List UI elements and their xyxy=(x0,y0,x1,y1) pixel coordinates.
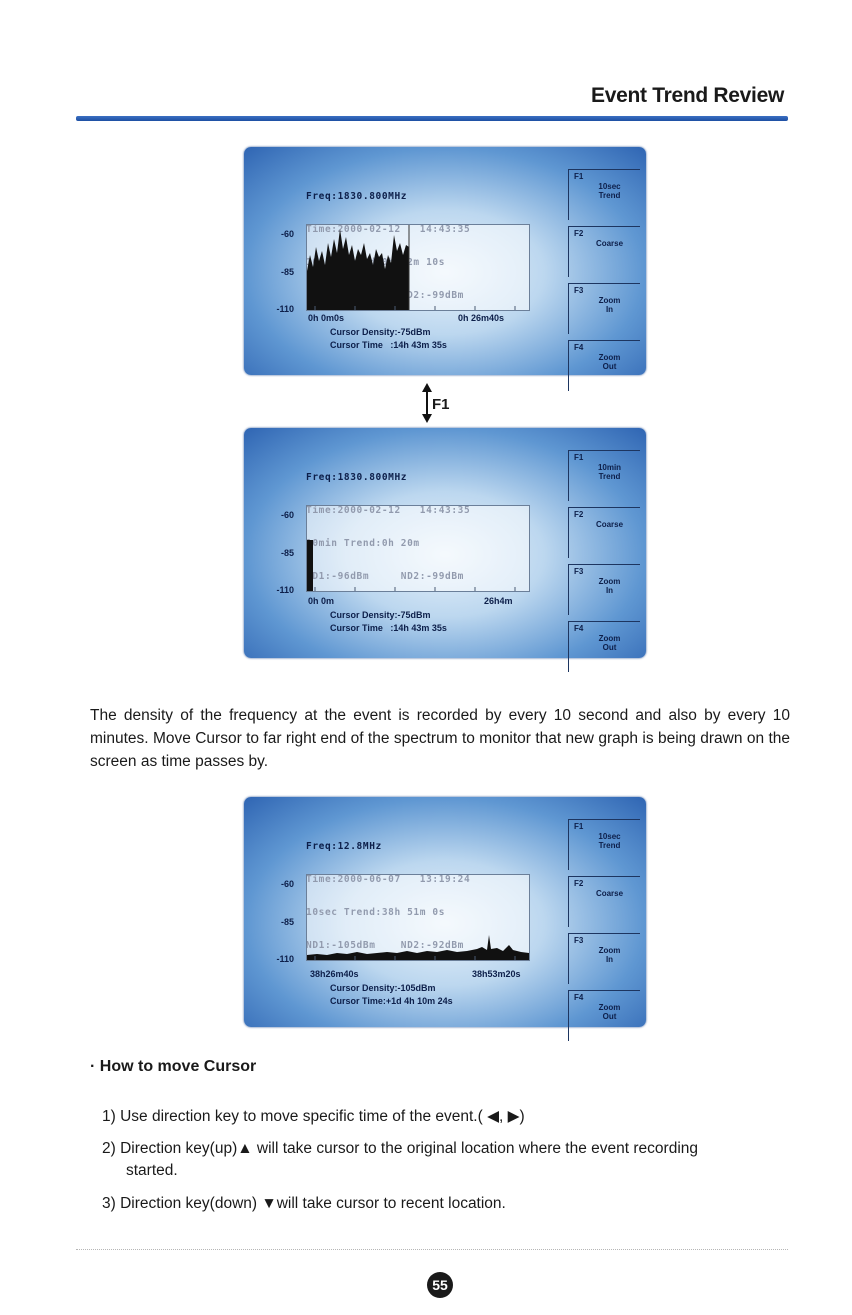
y-tick: -60 xyxy=(280,229,294,239)
y-tick: -60 xyxy=(280,510,294,520)
fkey-text: Trend xyxy=(598,841,621,850)
analyzer-screen-10sec xyxy=(244,147,646,375)
f4-key[interactable] xyxy=(568,340,640,391)
x-tick-end: 38h53m20s xyxy=(472,969,521,979)
fkey-text: In xyxy=(605,305,614,314)
cursor-time: Cursor Time:+1d 4h 10m 24s xyxy=(330,996,453,1006)
y-tick: -60 xyxy=(280,879,294,889)
fkey-label: F3 xyxy=(574,936,584,945)
fkey-text: 10sec xyxy=(598,832,621,841)
info-line-freq: Freq:12.8MHz xyxy=(306,841,382,852)
step-text: 2) Direction key(up)▲ will take cursor to the original location where the event recording xyxy=(102,1140,699,1157)
howto-step-2 xyxy=(102,1138,792,1182)
page-title: Event Trend Review xyxy=(590,84,784,107)
fkey-text: Out xyxy=(602,362,617,371)
function-keys xyxy=(568,169,640,397)
step-text: 1) Use direction key to move specific time of the event.( ◀, ▶) xyxy=(102,1108,525,1125)
fkey-text: Coarse xyxy=(595,520,624,529)
fkey-text: Zoom xyxy=(598,353,621,362)
fkey-text: Zoom xyxy=(598,946,621,955)
f2-key[interactable] xyxy=(568,876,640,927)
step-text-cont: started. xyxy=(126,1162,178,1179)
page-number: 55 xyxy=(427,1272,453,1298)
fkey-label: F2 xyxy=(574,510,584,519)
fkey-text: Coarse xyxy=(595,239,624,248)
trend-plot xyxy=(306,874,530,961)
cursor-density: Cursor Density:-75dBm xyxy=(330,610,431,620)
cursor-time: Cursor Time :14h 43m 35s xyxy=(330,623,447,633)
transition-label: F1 xyxy=(432,396,450,413)
f1-key[interactable] xyxy=(568,169,640,220)
trend-plot xyxy=(306,505,530,592)
howto-step-1 xyxy=(102,1106,792,1128)
f3-key[interactable] xyxy=(568,564,640,615)
y-tick: -85 xyxy=(280,548,294,558)
footer-divider xyxy=(76,1249,788,1250)
fkey-text: Coarse xyxy=(595,889,624,898)
fkey-text: Out xyxy=(602,643,617,652)
y-tick: -110 xyxy=(276,954,294,964)
step-text: 3) Direction key(down) ▼will take cursor to recent location. xyxy=(102,1195,506,1212)
trend-trace xyxy=(307,229,409,310)
y-tick: -110 xyxy=(276,585,294,595)
f1-key[interactable] xyxy=(568,450,640,501)
x-tick-start: 0h 0m xyxy=(308,596,335,606)
fkey-text: Zoom xyxy=(598,634,621,643)
header-rule xyxy=(76,116,788,121)
cursor-time: Cursor Time :14h 43m 35s xyxy=(330,340,447,350)
y-tick: -85 xyxy=(280,267,294,277)
function-keys xyxy=(568,450,640,678)
x-tick-end: 26h4m xyxy=(484,596,513,606)
f3-key[interactable] xyxy=(568,283,640,334)
fkey-text: 10sec xyxy=(598,182,621,191)
howto-step-3 xyxy=(102,1193,792,1215)
trend-trace xyxy=(307,935,529,960)
y-tick: -85 xyxy=(280,917,294,927)
fkey-label: F4 xyxy=(574,343,584,352)
fkey-text: In xyxy=(605,955,614,964)
info-line-freq: Freq:1830.800MHz xyxy=(306,472,408,483)
trend-plot xyxy=(306,224,530,311)
function-keys xyxy=(568,819,640,1047)
fkey-label: F4 xyxy=(574,993,584,1002)
fkey-label: F2 xyxy=(574,229,584,238)
f4-key[interactable] xyxy=(568,621,640,672)
trend-trace xyxy=(307,540,313,591)
fkey-label: F3 xyxy=(574,286,584,295)
cursor-density: Cursor Density:-75dBm xyxy=(330,327,431,337)
fkey-text: Trend xyxy=(598,191,621,200)
fkey-label: F3 xyxy=(574,567,584,576)
x-tick-start: 0h 0m0s xyxy=(308,313,345,323)
f2-key[interactable] xyxy=(568,507,640,558)
cursor-density: Cursor Density:-105dBm xyxy=(330,983,436,993)
fkey-label: F1 xyxy=(574,172,584,181)
fkey-text: Out xyxy=(602,1012,617,1021)
analyzer-screen-10sec-late xyxy=(244,797,646,1027)
info-line-freq: Freq:1830.800MHz xyxy=(306,191,408,202)
fkey-label: F1 xyxy=(574,822,584,831)
fkey-text: Zoom xyxy=(598,1003,621,1012)
fkey-text: 10min xyxy=(597,463,622,472)
y-tick: -110 xyxy=(276,304,294,314)
howto-heading: · How to move Cursor xyxy=(90,1058,257,1075)
fkey-label: F2 xyxy=(574,879,584,888)
fkey-label: F1 xyxy=(574,453,584,462)
f4-key[interactable] xyxy=(568,990,640,1041)
analyzer-screen-10min xyxy=(244,428,646,658)
x-tick-start: 38h26m40s xyxy=(310,969,359,979)
x-tick-end: 0h 26m40s xyxy=(458,313,505,323)
description-paragraph: The density of the frequency at the event is recorded by every 10 second and also by every 10 minutes. Move Cursor to far right end of the spectrum to monitor that new graph is being drawn on the screen as time passes by. xyxy=(90,707,790,770)
fkey-text: Zoom xyxy=(598,577,621,586)
f3-key[interactable] xyxy=(568,933,640,984)
fkey-text: Zoom xyxy=(598,296,621,305)
f1-key[interactable] xyxy=(568,819,640,870)
fkey-label: F4 xyxy=(574,624,584,633)
fkey-text: Trend xyxy=(598,472,621,481)
f2-key[interactable] xyxy=(568,226,640,277)
fkey-text: In xyxy=(605,586,614,595)
